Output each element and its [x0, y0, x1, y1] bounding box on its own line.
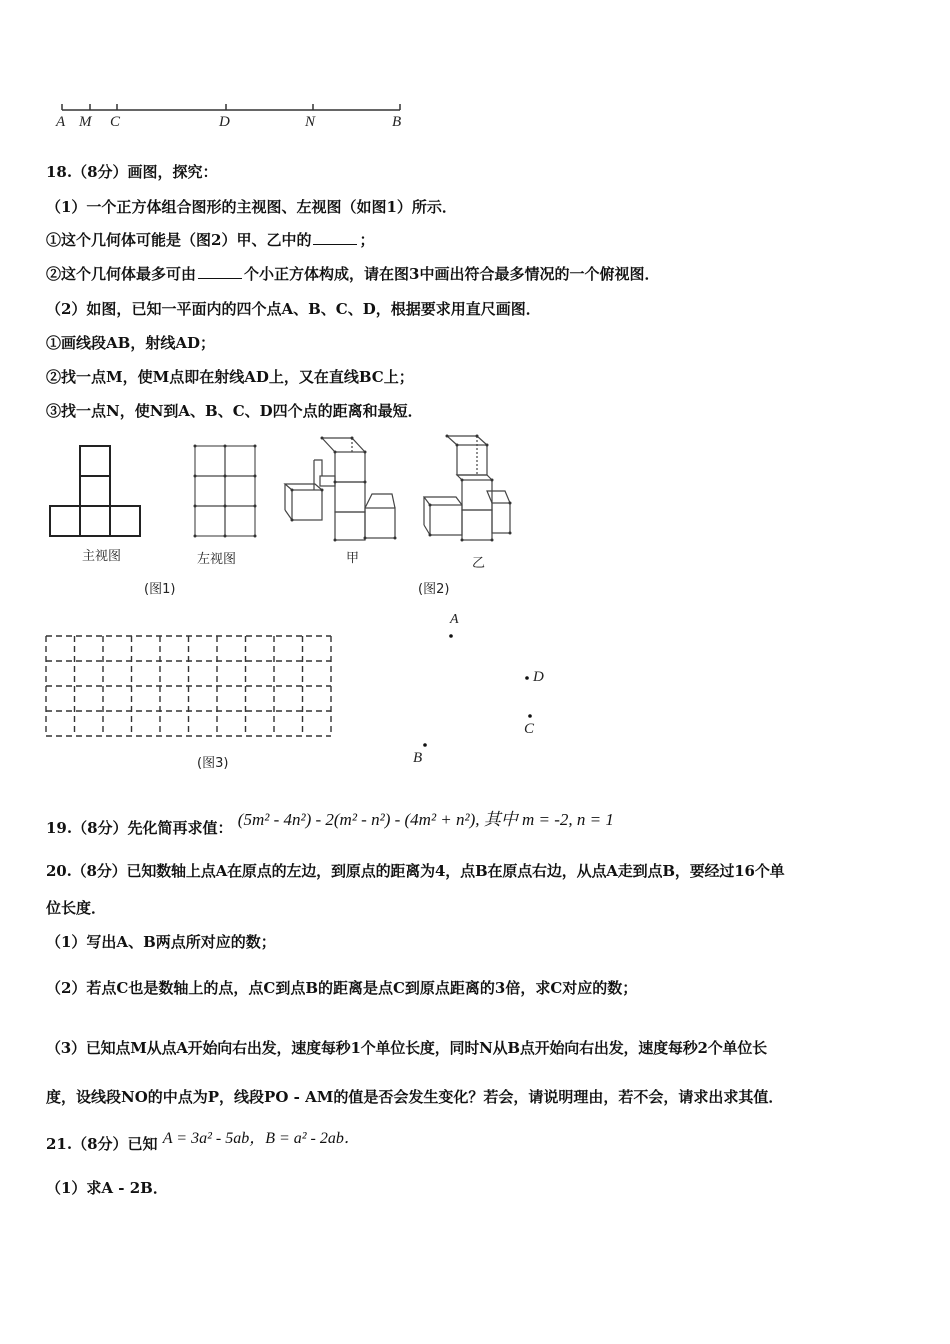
q20-part2: （2）若点C也是数轴上的点，点C到点B的距离是点C到原点距离的3倍，求C对应的数； [46, 979, 638, 997]
point-label-d: D [533, 669, 544, 685]
numberline-label-d: D [219, 114, 230, 130]
q18-part1: （1）一个正方体组合图形的主视图、左视图（如图1）所示． [46, 198, 457, 216]
q19-label: 19.（8分）先化简再求值： [46, 819, 233, 837]
q19 [46, 810, 614, 838]
q21-part1: （1）求A - 2B． [46, 1179, 168, 1197]
front-view-caption: 主视图 [82, 549, 122, 564]
q21-label: 21.（8分）已知 [46, 1135, 158, 1153]
point-label-b: B [413, 750, 423, 766]
q18-step2: ②找一点M，使M点即在射线AD上，又在直线BC上； [46, 368, 414, 386]
numberline-label-a: A [56, 114, 66, 130]
figure2-caption: (图2) [418, 582, 450, 597]
q18-part2: （2）如图，已知一平面内的四个点A、B、C、D，根据要求用直尺画图． [46, 300, 541, 318]
point-label-a: A [450, 612, 459, 627]
q20-part3b: 度，设线段NO的中点为P，线段PO - AM的值是否会发生变化？若会，请说明理由，若不会，请求出求其值． [46, 1088, 784, 1106]
q18-step1: ①画线段AB，射线AD； [46, 334, 215, 352]
q18-step3: ③找一点N，使N到A、B、C、D四个点的距离和最短． [46, 402, 423, 420]
left-view-caption: 左视图 [197, 552, 237, 567]
q21-expression: A = 3a² - 5ab，B = a² - 2ab． [162, 1130, 360, 1147]
yi-caption: 乙 [472, 556, 486, 571]
q18-part1a-text: ①这个几何体可能是（图2）甲、乙中的 [46, 231, 312, 249]
figure3-caption: (图3) [197, 756, 229, 771]
figure1-caption: (图1) [144, 582, 176, 597]
numberline-label-c: C [110, 114, 121, 130]
q20-part1: （1）写出A、B两点所对应的数； [46, 933, 276, 951]
q18-header: 18.（8分）画图，探究： [46, 163, 218, 181]
jia-caption: 甲 [346, 551, 360, 566]
q19-expression: (5m² - 4n²) - 2(m² - n²) - (4m² + n²), 其中 m = -2, n = 1 [237, 810, 614, 829]
q18-part1b-end: 个小正方体构成，请在图3中画出符合最多情况的一个俯视图． [244, 265, 660, 283]
numberline-label-b: B [392, 114, 402, 130]
numberline-label-m: M [79, 114, 92, 130]
q18-part1a-end: ； [359, 231, 375, 249]
q21 [46, 1131, 360, 1154]
q20-part3a: （3）已知点M从点A开始向右出发，速度每秒1个单位长度，同时N从B点开始向右出发，速度每秒2个单位长 [46, 1039, 767, 1057]
q20-line2: 位长度． [46, 899, 107, 917]
point-label-c: C [524, 721, 535, 737]
q20-line1: 20.（8分）已知数轴上点A在原点的左边，到原点的距离为4，点B在原点右边，从点A走到点B，要经过16个单 [46, 862, 785, 880]
numberline-label-n: N [305, 114, 316, 130]
q18-part1b-text: ②这个几何体最多可由 [46, 265, 197, 283]
